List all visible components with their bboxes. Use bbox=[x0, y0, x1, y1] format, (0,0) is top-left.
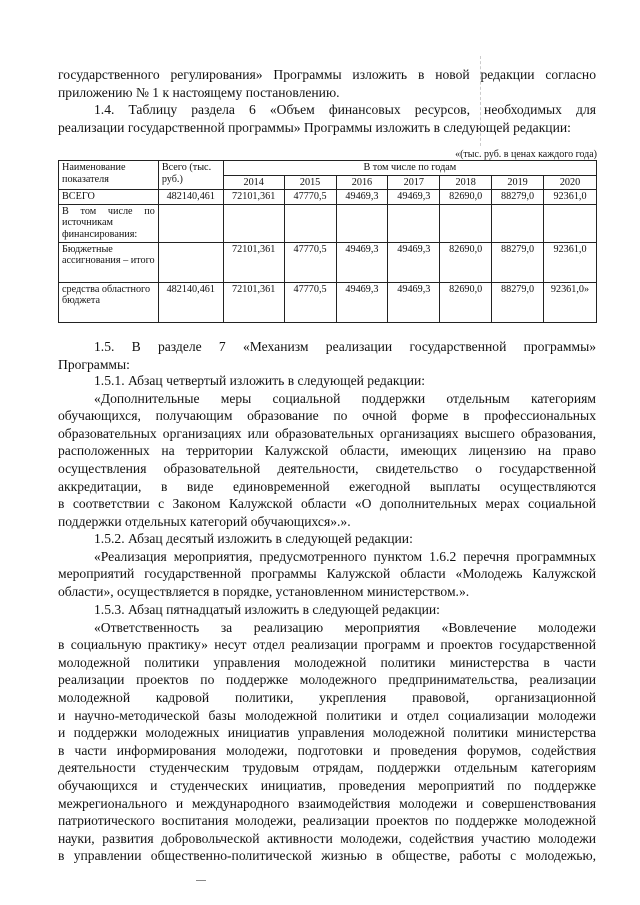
section-1-5-2 bbox=[58, 530, 596, 600]
row-value: 72101,361 bbox=[223, 190, 284, 205]
row-value: 49469,3 bbox=[336, 242, 388, 282]
row-value: 72101,361 bbox=[223, 242, 284, 282]
header-year: 2017 bbox=[388, 175, 440, 190]
section-1-5-3-line: и научно-методической базы молодежной политики и отдел социализации молодежи bbox=[58, 707, 596, 723]
section-1-5-2-title: 1.5.2. Абзац десятый изложить в следующей редакции: bbox=[94, 531, 413, 546]
header-year: 2015 bbox=[284, 175, 336, 190]
row-name: ВСЕГО bbox=[59, 190, 159, 205]
section-1-5-1-line: в соответствии с Законом Калужской области «О дополнительных мерах социальной bbox=[58, 496, 596, 512]
intro-line-1: государственного регулирования» Программы изложить в новой редакции согласно bbox=[58, 67, 596, 82]
financial-resources-table bbox=[58, 160, 597, 323]
row-value bbox=[492, 204, 544, 242]
row-value: 82690,0 bbox=[440, 242, 492, 282]
section-1-5-1-line: осуществления образовательной деятельности, свидетельство о государственной bbox=[58, 460, 596, 476]
header-year: 2018 bbox=[440, 175, 492, 190]
section-1-5-3-line: в управлении общественно-политической жизнью в обществе, работы с молодежью, bbox=[58, 848, 596, 864]
header-year: 2014 bbox=[223, 175, 284, 190]
section-1-4-line-1: 1.4. Таблицу раздела 6 «Объем финансовых ресурсов, необходимых для bbox=[94, 102, 596, 117]
row-value bbox=[544, 204, 597, 242]
section-1-5-3-line: молодежной политики управления молодежной политики министерства в части bbox=[58, 654, 596, 670]
section-1-5-line-2: Программы: bbox=[58, 356, 130, 372]
intro-paragraph bbox=[58, 66, 596, 101]
header-year: 2020 bbox=[544, 175, 597, 190]
row-value: 88279,0 bbox=[492, 190, 544, 205]
header-year: 2019 bbox=[492, 175, 544, 190]
section-1-5-3-line: молодежной кадровой политики, укрепления правовой, организационной bbox=[58, 689, 596, 705]
section-1-4-line-2: реализации государственной программы» Программы изложить в следующей редакции: bbox=[58, 119, 571, 135]
row-value: 88279,0 bbox=[492, 242, 544, 282]
section-1-4-paragraph bbox=[58, 101, 596, 136]
table-row bbox=[59, 204, 597, 242]
row-value bbox=[223, 204, 284, 242]
section-1-5-line-1: 1.5. В разделе 7 «Механизм реализации государственной программы» bbox=[94, 339, 596, 354]
row-value: 49469,3 bbox=[336, 190, 388, 205]
row-total bbox=[158, 242, 223, 282]
row-value: 72101,361 bbox=[223, 282, 284, 322]
section-1-5-3-line: патриотического воспитания молодежи, реализации проектов по поддержке молодежной bbox=[58, 813, 596, 829]
header-name: Наименование показателя bbox=[59, 161, 159, 190]
row-value bbox=[284, 204, 336, 242]
section-1-5-3-line: межрегионального и международного взаимодействия молодежи и совершенствования bbox=[58, 795, 596, 811]
section-1-5-1-line: поддержки отдельных категорий обучающихся».». bbox=[58, 513, 351, 529]
section-1-5-1-title: 1.5.1. Абзац четвертый изложить в следующей редакции: bbox=[94, 373, 426, 388]
row-value: 47770,5 bbox=[284, 242, 336, 282]
section-1-5-1-line: аккредитации, в виде единовременной ежегодной выплаты осуществляются bbox=[58, 478, 596, 494]
row-value: 92361,0 bbox=[544, 242, 597, 282]
row-value: 92361,0» bbox=[544, 282, 597, 322]
section-1-5-1-line: образовательных организациях или образовательных организациях высшего образования, bbox=[58, 425, 596, 441]
intro-line-2: приложению № 1 к настоящему постановлению. bbox=[58, 84, 340, 100]
section-1-5-3-line: обучающихся и студенческих инициатив, проведения мероприятий по поддержке bbox=[58, 777, 596, 793]
row-value: 49469,3 bbox=[388, 282, 440, 322]
table-row bbox=[59, 242, 597, 282]
section-1-5-3-title: 1.5.3. Абзац пятнадцатый изложить в следующей редакции: bbox=[94, 602, 440, 617]
table-row bbox=[59, 282, 597, 322]
section-1-5-1-line: обучающихся, получающим образование по очной форме в профессиональных bbox=[58, 408, 596, 424]
row-value bbox=[336, 204, 388, 242]
row-name: Бюджетные ассигнования – итого bbox=[59, 242, 159, 282]
row-name: В том числе по источникам финансирования: bbox=[59, 204, 159, 242]
header-total: Всего (тыс. руб.) bbox=[158, 161, 223, 190]
section-1-5-1-line: расположенных на территории Калужской области, имеющих лицензию на право bbox=[58, 443, 596, 459]
section-1-5-3-line: «Ответственность за реализацию мероприятия «Вовлечение молодежи bbox=[94, 619, 596, 635]
section-1-5-2-line: «Реализация мероприятия, предусмотренного пунктом 1.6.2 перечня программных bbox=[94, 548, 596, 564]
row-value bbox=[440, 204, 492, 242]
section-1-5-3-line: деятельности студенческим трудовым отрядам, поддержки отдельным категориям bbox=[58, 760, 596, 776]
section-1-5-3-line: в социальную практику» несут отдел реализации программ и проектов государственной bbox=[58, 637, 596, 653]
row-value: 49469,3 bbox=[388, 190, 440, 205]
section-1-5-paragraph bbox=[58, 338, 596, 373]
row-value: 49469,3 bbox=[388, 242, 440, 282]
table-header-row bbox=[59, 161, 597, 176]
row-total: 482140,461 bbox=[158, 190, 223, 205]
header-year: 2016 bbox=[336, 175, 388, 190]
table-row bbox=[59, 190, 597, 205]
row-value: 82690,0 bbox=[440, 282, 492, 322]
page-footer-mark bbox=[196, 880, 206, 881]
row-total: 482140,461 bbox=[158, 282, 223, 322]
row-total bbox=[158, 204, 223, 242]
section-1-5-2-line: мероприятий государственной программы Калужской области «Молодежь Калужской bbox=[58, 566, 596, 582]
row-value bbox=[388, 204, 440, 242]
section-1-5-3-line: в части информирования молодежи, подготовки и проведения форумов, содействия bbox=[58, 742, 596, 758]
table-units-note: «(тыс. руб. в ценах каждого года) bbox=[455, 149, 597, 160]
section-1-5-2-line: области», осуществляется в порядке, установленном министерством.». bbox=[58, 583, 470, 599]
row-value: 92361,0 bbox=[544, 190, 597, 205]
row-value: 47770,5 bbox=[284, 282, 336, 322]
row-value: 49469,3 bbox=[336, 282, 388, 322]
section-1-5-3-line: науки, развития добровольческой активности молодежи, содействия участию молодежи bbox=[58, 830, 596, 846]
section-1-5-3-line: реализации проектов по поддержке молодежного предпринимательства, реализации bbox=[58, 672, 596, 688]
section-1-5-1-line: «Дополнительные меры социальной поддержки отдельным категориям bbox=[94, 390, 596, 406]
row-name: средства областного бюджета bbox=[59, 282, 159, 322]
section-1-5-3-line: и поддержки молодежных инициатив управления молодежной политики министерства bbox=[58, 725, 596, 741]
row-value: 82690,0 bbox=[440, 190, 492, 205]
row-value: 88279,0 bbox=[492, 282, 544, 322]
header-by-years: В том числе по годам bbox=[223, 161, 596, 176]
section-1-5-3 bbox=[58, 601, 596, 865]
section-1-5-1 bbox=[58, 372, 596, 530]
row-value: 47770,5 bbox=[284, 190, 336, 205]
